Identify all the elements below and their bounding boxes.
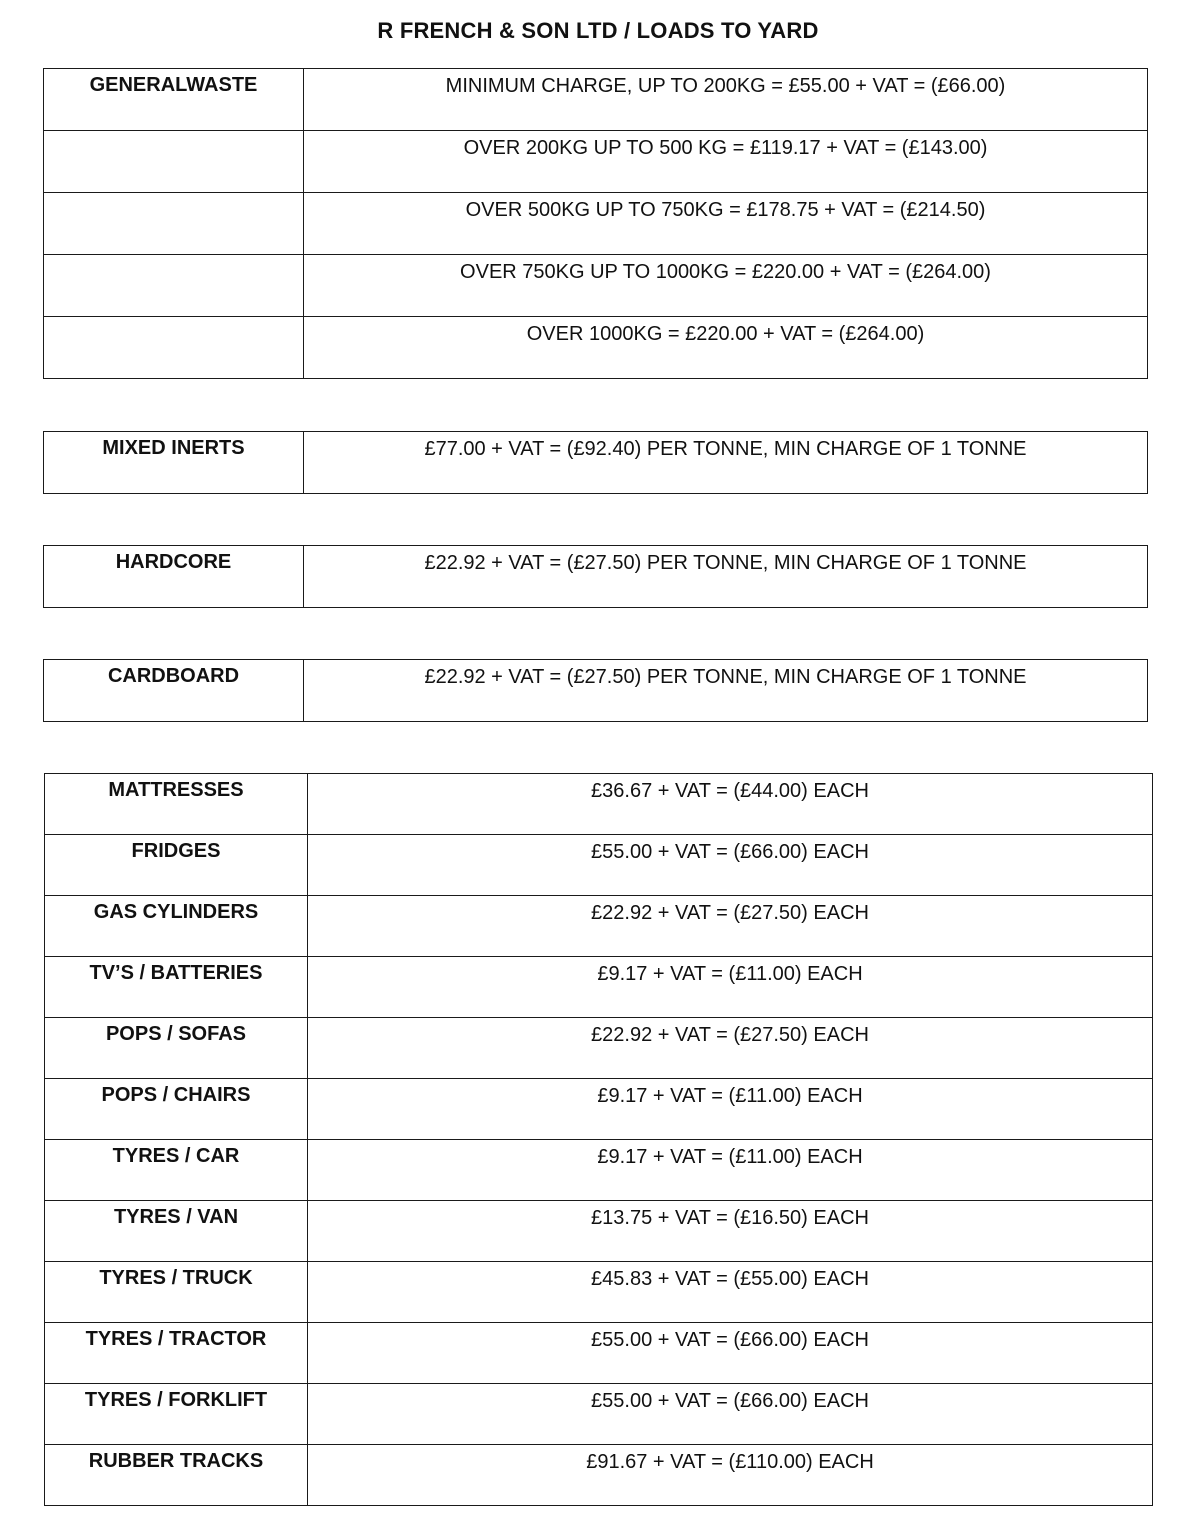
- price-text: £77.00 + VAT = (£92.40) PER TONNE, MIN CHARGE OF 1 TONNE: [304, 432, 1148, 494]
- item-name: POPS / SOFAS: [45, 1018, 308, 1079]
- category-label: HARDCORE: [44, 546, 304, 608]
- item-price: £45.83 + VAT = (£55.00) EACH: [308, 1262, 1153, 1323]
- item-name: TYRES / TRUCK: [45, 1262, 308, 1323]
- item-name: MATTRESSES: [45, 774, 308, 835]
- hardcore-table: [43, 545, 1148, 608]
- table-row: [44, 546, 1148, 608]
- item-price: £55.00 + VAT = (£66.00) EACH: [308, 835, 1153, 896]
- table-row: [44, 660, 1148, 722]
- item-price: £9.17 + VAT = (£11.00) EACH: [308, 957, 1153, 1018]
- item-name: TYRES / VAN: [45, 1201, 308, 1262]
- table-row: [45, 1262, 1153, 1323]
- table-row: [45, 1018, 1153, 1079]
- item-name: TYRES / TRACTOR: [45, 1323, 308, 1384]
- price-text: OVER 750KG UP TO 1000KG = £220.00 + VAT = (£264.00): [304, 255, 1148, 317]
- category-label: GENERALWASTE: [44, 69, 304, 131]
- item-name: GAS CYLINDERS: [45, 896, 308, 957]
- item-price: £9.17 + VAT = (£11.00) EACH: [308, 1140, 1153, 1201]
- table-row: [45, 1323, 1153, 1384]
- price-text: £22.92 + VAT = (£27.50) PER TONNE, MIN CHARGE OF 1 TONNE: [304, 546, 1148, 608]
- table-row: [45, 1140, 1153, 1201]
- items-table: [44, 773, 1153, 1506]
- price-text: OVER 1000KG = £220.00 + VAT = (£264.00): [304, 317, 1148, 379]
- mixed-inerts-table: [43, 431, 1148, 494]
- table-row: [45, 896, 1153, 957]
- item-price: £91.67 + VAT = (£110.00) EACH: [308, 1445, 1153, 1506]
- table-row: [45, 1445, 1153, 1506]
- table-row: [44, 317, 1148, 379]
- table-row: [45, 774, 1153, 835]
- item-name: TYRES / CAR: [45, 1140, 308, 1201]
- price-text: MINIMUM CHARGE, UP TO 200KG = £55.00 + VAT = (£66.00): [304, 69, 1148, 131]
- item-price: £55.00 + VAT = (£66.00) EACH: [308, 1323, 1153, 1384]
- item-price: £9.17 + VAT = (£11.00) EACH: [308, 1079, 1153, 1140]
- item-name: TV’S / BATTERIES: [45, 957, 308, 1018]
- table-row: [44, 255, 1148, 317]
- table-row: [44, 193, 1148, 255]
- table-row: [45, 835, 1153, 896]
- item-name: TYRES / FORKLIFT: [45, 1384, 308, 1445]
- item-price: £36.67 + VAT = (£44.00) EACH: [308, 774, 1153, 835]
- item-name: FRIDGES: [45, 835, 308, 896]
- price-text: £22.92 + VAT = (£27.50) PER TONNE, MIN CHARGE OF 1 TONNE: [304, 660, 1148, 722]
- price-text: OVER 200KG UP TO 500 KG = £119.17 + VAT = (£143.00): [304, 131, 1148, 193]
- table-row: [45, 1201, 1153, 1262]
- table-row: [44, 69, 1148, 131]
- category-label: CARDBOARD: [44, 660, 304, 722]
- price-text: OVER 500KG UP TO 750KG = £178.75 + VAT = (£214.50): [304, 193, 1148, 255]
- category-label-empty: [44, 255, 304, 317]
- category-label-empty: [44, 193, 304, 255]
- table-row: [45, 1079, 1153, 1140]
- table-row: [44, 131, 1148, 193]
- item-name: POPS / CHAIRS: [45, 1079, 308, 1140]
- general-waste-table: [43, 68, 1148, 379]
- table-row: [44, 432, 1148, 494]
- item-price: £22.92 + VAT = (£27.50) EACH: [308, 1018, 1153, 1079]
- table-row: [45, 1384, 1153, 1445]
- item-name: RUBBER TRACKS: [45, 1445, 308, 1506]
- category-label-empty: [44, 131, 304, 193]
- category-label-empty: [44, 317, 304, 379]
- table-row: [45, 957, 1153, 1018]
- item-price: £22.92 + VAT = (£27.50) EACH: [308, 896, 1153, 957]
- item-price: £13.75 + VAT = (£16.50) EACH: [308, 1201, 1153, 1262]
- document-title: R FRENCH & SON LTD / LOADS TO YARD: [377, 18, 819, 43]
- cardboard-table: [43, 659, 1148, 722]
- item-price: £55.00 + VAT = (£66.00) EACH: [308, 1384, 1153, 1445]
- category-label: MIXED INERTS: [44, 432, 304, 494]
